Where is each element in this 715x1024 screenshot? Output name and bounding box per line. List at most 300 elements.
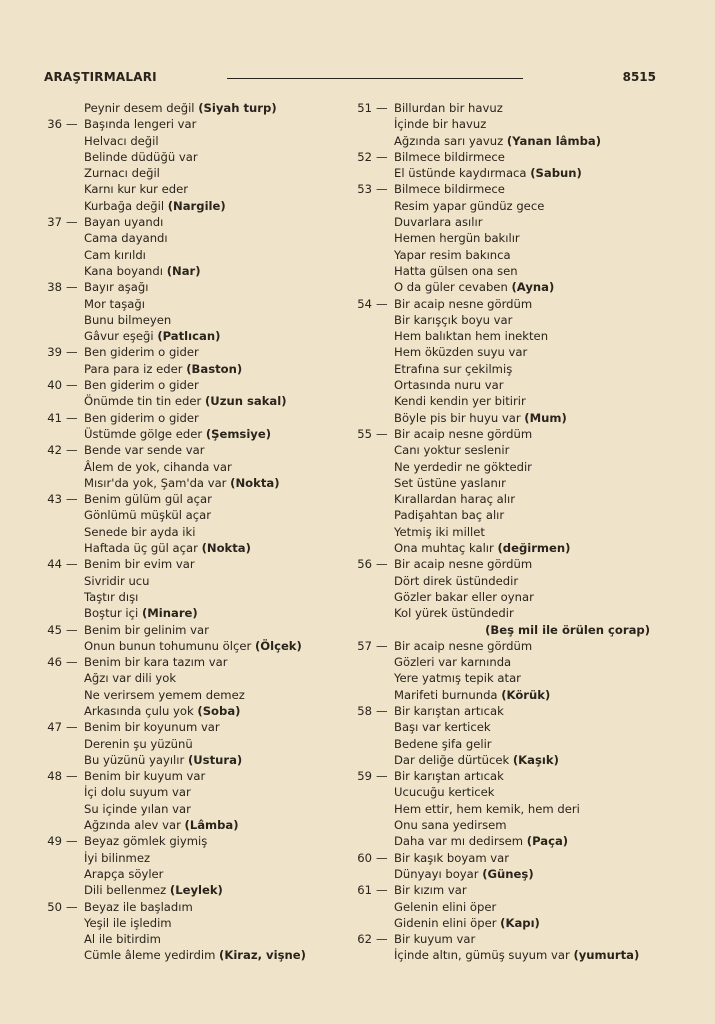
riddle-text-wrap xyxy=(84,247,146,263)
riddle-text: Bir karıştan artıcak xyxy=(394,769,504,784)
riddle-text-wrap xyxy=(394,279,554,295)
riddle-line xyxy=(40,622,340,638)
riddle-text: Arapça söyler xyxy=(84,866,164,881)
riddle-line xyxy=(40,638,340,654)
riddle-text-wrap xyxy=(84,475,280,491)
riddle-text-wrap xyxy=(394,165,582,181)
riddle-text: Kendi kendin yer bitirir xyxy=(394,394,526,409)
riddle-text: Kırallardan haraç alır xyxy=(394,492,515,507)
riddle-answer: (Kaşık) xyxy=(512,752,559,767)
riddle-line xyxy=(40,344,340,360)
em-dash: — xyxy=(66,622,78,637)
riddle-text-wrap xyxy=(394,214,482,230)
em-dash: — xyxy=(66,378,78,393)
riddle-text-wrap xyxy=(84,507,211,523)
riddle-line xyxy=(40,116,340,132)
riddle-text-wrap xyxy=(84,149,198,165)
riddle-text-wrap xyxy=(84,866,163,882)
riddle-number: 47 xyxy=(47,720,62,735)
riddle-text-wrap xyxy=(84,377,199,393)
riddle-answer: (Baston) xyxy=(186,361,243,376)
riddle-line xyxy=(40,670,340,686)
riddle-answer: (Patlıcan) xyxy=(157,329,221,344)
riddle-text-wrap xyxy=(84,768,205,784)
riddle-text-wrap xyxy=(394,377,504,393)
riddle-text-wrap xyxy=(394,426,532,442)
riddle-text: Karnı kur kur eder xyxy=(84,182,189,197)
riddle-line xyxy=(40,540,340,556)
riddle-line xyxy=(40,426,340,442)
riddle-text: Âlem de yok, cihanda var xyxy=(84,459,232,474)
riddle-answer: (Paça) xyxy=(526,834,569,849)
riddle-line xyxy=(350,100,650,116)
journal-title: ARAŞTIRMALARI xyxy=(44,70,157,84)
riddle-text-wrap xyxy=(84,426,271,442)
riddle-number: 50 xyxy=(47,899,62,914)
em-dash: — xyxy=(66,834,78,849)
riddle-line xyxy=(350,638,650,654)
riddle-text: Ortasında nuru var xyxy=(394,378,504,393)
riddle-line xyxy=(350,947,650,963)
riddle-line xyxy=(40,328,340,344)
riddle-text-wrap xyxy=(394,638,532,654)
riddle-text-wrap xyxy=(84,752,242,768)
riddle-line xyxy=(40,214,340,230)
riddle-answer: (Soba) xyxy=(197,703,241,718)
riddle-text-wrap xyxy=(394,328,548,344)
riddle-line xyxy=(350,361,650,377)
riddle-text: Kana boyandı xyxy=(84,263,163,278)
riddle-text: Boştur içi xyxy=(84,606,139,621)
riddle-text: Set üstüne yaslanır xyxy=(394,475,506,490)
riddle-text: Duvarlara asılır xyxy=(394,215,483,230)
riddle-text-wrap xyxy=(394,654,511,670)
riddle-text-wrap xyxy=(394,768,504,784)
riddle-answer: (Minare) xyxy=(141,606,198,621)
riddle-number: 40 xyxy=(47,378,62,393)
riddle-answer: (değirmen) xyxy=(497,541,571,556)
riddle-answer: (Körük) xyxy=(501,687,551,702)
riddle-text: Beyaz ile başladım xyxy=(84,899,193,914)
riddle-line xyxy=(40,915,340,931)
riddle-answer: (Sabun) xyxy=(530,166,582,181)
riddle-text-wrap xyxy=(394,947,639,963)
riddle-text: Cam kırıldı xyxy=(84,247,146,262)
riddle-text-wrap xyxy=(84,556,195,572)
riddle-line xyxy=(350,866,650,882)
riddle-text-wrap xyxy=(394,915,540,931)
riddle-line xyxy=(40,719,340,735)
riddle-text-wrap xyxy=(394,556,532,572)
em-dash: — xyxy=(376,883,388,898)
riddle-text: Başı var kerticek xyxy=(394,720,491,735)
riddle-line xyxy=(350,426,650,442)
riddle-text: Bir acaip nesne gördüm xyxy=(394,557,533,572)
riddle-text-wrap xyxy=(394,752,559,768)
riddle-line xyxy=(350,279,650,295)
riddle-text-wrap xyxy=(84,540,251,556)
riddle-answer: (Nargile) xyxy=(167,198,226,213)
riddle-text: Benim bir koyunum var xyxy=(84,720,220,735)
page-header xyxy=(44,70,656,88)
riddle-number: 54 xyxy=(357,296,372,311)
riddle-text-wrap xyxy=(394,866,534,882)
riddle-text: Gâvur eşeği xyxy=(84,329,154,344)
riddle-text: Böyle pis bir huyu var xyxy=(394,410,521,425)
riddle-text: Bir kızım var xyxy=(394,883,467,898)
riddle-line xyxy=(350,833,650,849)
riddle-line xyxy=(350,736,650,752)
riddle-text: Hem ettir, hem kemik, hem deri xyxy=(394,801,580,816)
riddle-text: Dünyayı boyar xyxy=(394,866,479,881)
riddle-text: Mor taşağı xyxy=(84,296,145,311)
riddle-text: Arkasında çulu yok xyxy=(84,703,194,718)
riddle-line xyxy=(350,670,650,686)
riddle-line xyxy=(350,491,650,507)
riddle-text: Sivridir ucu xyxy=(84,573,150,588)
riddle-text: Cümle âleme yedirdim xyxy=(84,948,216,963)
riddle-text-wrap xyxy=(84,198,226,214)
riddle-line xyxy=(40,133,340,149)
riddle-text-wrap xyxy=(394,687,550,703)
riddle-text: Ağzı var dili yok xyxy=(84,671,177,686)
riddle-line xyxy=(350,605,650,621)
riddle-line xyxy=(350,442,650,458)
riddle-text-wrap xyxy=(394,719,491,735)
riddle-number: 57 xyxy=(357,638,372,653)
riddle-line xyxy=(40,507,340,523)
riddle-text-wrap xyxy=(394,116,486,132)
riddle-number: 48 xyxy=(47,769,62,784)
riddle-text: Onu sana yedirsem xyxy=(394,818,507,833)
riddle-text: Ucucuğu kerticek xyxy=(394,785,495,800)
riddle-text-wrap xyxy=(84,801,191,817)
riddle-text: Etrafına sur çekilmiş xyxy=(394,361,513,376)
riddle-text: Ben giderim o gider xyxy=(84,410,199,425)
riddle-text-wrap xyxy=(394,670,521,686)
riddle-line xyxy=(350,296,650,312)
riddle-text-wrap xyxy=(84,393,287,409)
riddle-text-wrap xyxy=(84,784,191,800)
riddle-text-wrap xyxy=(394,899,496,915)
riddle-text: Gidenin elini öper xyxy=(394,915,497,930)
riddle-line xyxy=(40,817,340,833)
riddle-text-wrap xyxy=(84,687,245,703)
riddle-answer: (Ölçek) xyxy=(254,638,302,653)
riddle-line xyxy=(40,279,340,295)
riddle-answer: (Leylek) xyxy=(169,883,223,898)
riddle-text: Hatta gülsen ona sen xyxy=(394,263,518,278)
riddle-number: 56 xyxy=(357,557,372,572)
riddle-text: Yapar resim bakınca xyxy=(394,247,511,262)
riddle-number: 62 xyxy=(357,932,372,947)
riddle-line xyxy=(40,752,340,768)
riddle-number: 61 xyxy=(357,883,372,898)
riddle-text: Billurdan bir havuz xyxy=(394,101,503,115)
riddle-text-wrap xyxy=(84,116,196,132)
riddle-text: Önümde tin tin eder xyxy=(84,394,202,409)
riddle-answer: (Güneş) xyxy=(482,866,534,881)
em-dash: — xyxy=(66,492,78,507)
em-dash: — xyxy=(376,149,388,164)
riddle-line xyxy=(350,687,650,703)
riddle-line xyxy=(40,361,340,377)
riddle-line xyxy=(350,181,650,197)
riddle-line xyxy=(40,181,340,197)
riddle-text-wrap xyxy=(394,589,534,605)
riddle-text-wrap xyxy=(394,230,520,246)
riddle-text-wrap xyxy=(394,296,532,312)
riddle-line xyxy=(350,850,650,866)
riddle-number: 39 xyxy=(47,345,62,360)
riddle-text-wrap xyxy=(394,442,509,458)
riddle-answer: (Nokta) xyxy=(230,475,280,490)
riddle-text: Cama dayandı xyxy=(84,231,168,246)
riddle-text: İçi dolu suyum var xyxy=(84,785,191,800)
riddle-line xyxy=(350,573,650,589)
riddle-line xyxy=(350,116,650,132)
riddle-line xyxy=(40,589,340,605)
riddle-line xyxy=(40,899,340,915)
page-number: 8515 xyxy=(622,70,656,84)
riddle-answer: (Beş mil ile örülen çorap) xyxy=(485,622,650,637)
riddle-text: Kurbağa değil xyxy=(84,198,165,213)
riddle-line xyxy=(350,556,650,572)
riddle-number: 36 xyxy=(47,117,62,132)
riddle-text: Bir kuyum var xyxy=(394,932,476,947)
riddle-text: Bayır aşağı xyxy=(84,280,149,295)
riddle-number: 55 xyxy=(357,426,372,441)
riddle-line xyxy=(40,442,340,458)
riddle-text-wrap xyxy=(84,328,220,344)
riddle-text: Bunu bilmeyen xyxy=(84,312,172,327)
riddle-line xyxy=(350,703,650,719)
riddle-text: Kol yürek üstündedir xyxy=(394,606,514,621)
riddle-text: Gözler bakar eller oynar xyxy=(394,589,534,604)
riddle-line xyxy=(40,801,340,817)
riddle-line xyxy=(350,312,650,328)
riddle-line xyxy=(40,882,340,898)
riddle-text: Bir acaip nesne gördüm xyxy=(394,426,533,441)
riddle-text-wrap xyxy=(84,605,198,621)
riddle-line xyxy=(40,947,340,963)
riddle-text-wrap xyxy=(394,524,485,540)
riddle-number: 46 xyxy=(47,655,62,670)
riddle-line xyxy=(40,247,340,263)
riddle-text: Padişahtan baç alır xyxy=(394,508,505,523)
riddle-line xyxy=(350,589,650,605)
riddle-number: 44 xyxy=(47,557,62,572)
em-dash: — xyxy=(376,101,388,115)
riddle-text-wrap xyxy=(84,279,148,295)
riddle-text-wrap xyxy=(394,361,512,377)
riddle-text: İçinde bir havuz xyxy=(394,117,487,132)
riddle-number: 45 xyxy=(47,622,62,637)
riddle-text: Benim bir gelinim var xyxy=(84,622,209,637)
riddle-number: 51 xyxy=(357,101,372,115)
riddle-text-wrap xyxy=(394,703,504,719)
riddle-text: Bir acaip nesne gördüm xyxy=(394,638,533,653)
riddle-text: Yetmiş iki millet xyxy=(394,524,485,539)
riddle-answer: (Siyah turp) xyxy=(198,101,277,115)
riddle-number: 52 xyxy=(357,149,372,164)
riddle-text-wrap xyxy=(84,915,172,931)
riddle-text-wrap xyxy=(394,181,505,197)
riddle-line xyxy=(350,540,650,556)
riddle-text-wrap xyxy=(394,507,504,523)
riddle-line xyxy=(350,654,650,670)
riddle-number: 37 xyxy=(47,215,62,230)
em-dash: — xyxy=(376,769,388,784)
riddle-line xyxy=(40,149,340,165)
riddle-text-wrap xyxy=(84,459,232,475)
em-dash: — xyxy=(66,720,78,735)
riddle-text: Al ile bitirdim xyxy=(84,932,161,947)
riddle-line xyxy=(40,263,340,279)
riddle-text-wrap xyxy=(84,442,204,458)
riddle-line xyxy=(40,296,340,312)
riddle-line xyxy=(40,524,340,540)
riddle-text: Ne verirsem yemem demez xyxy=(84,687,245,702)
riddle-number: 41 xyxy=(47,410,62,425)
riddle-text: Beyaz gömlek giymiş xyxy=(84,834,208,849)
riddle-text: Derenin şu yüzünü xyxy=(84,736,193,751)
riddle-text-wrap xyxy=(84,670,176,686)
riddle-text: Başında lengeri var xyxy=(84,117,197,132)
riddle-text-wrap xyxy=(84,817,239,833)
riddle-line xyxy=(350,524,650,540)
riddle-line xyxy=(350,344,650,360)
riddle-text: Marifeti burnunda xyxy=(394,687,498,702)
riddle-text: Bir karıştan artıcak xyxy=(394,703,504,718)
em-dash: — xyxy=(376,703,388,718)
riddle-line xyxy=(40,230,340,246)
riddle-text-wrap xyxy=(394,100,503,116)
riddle-text-wrap xyxy=(84,491,212,507)
riddle-text: Gözleri var karnında xyxy=(394,655,512,670)
riddle-text: Hemen hergün bakılır xyxy=(394,231,520,246)
riddle-text: Bu yüzünü yayılır xyxy=(84,752,185,767)
riddle-answer: (Nokta) xyxy=(201,541,251,556)
riddle-text: Haftada üç gül açar xyxy=(84,541,198,556)
riddle-line xyxy=(350,817,650,833)
riddle-line xyxy=(350,801,650,817)
riddle-line xyxy=(40,736,340,752)
riddle-line xyxy=(350,784,650,800)
riddle-text-wrap xyxy=(394,475,506,491)
riddle-line xyxy=(350,752,650,768)
riddle-text: Dar deliğe dürtücek xyxy=(394,752,510,767)
riddle-text: Bilmece bildirmece xyxy=(394,182,505,197)
riddle-line xyxy=(350,622,650,638)
riddle-text-wrap xyxy=(84,899,193,915)
em-dash: — xyxy=(376,850,388,865)
riddle-line xyxy=(40,556,340,572)
riddle-text-wrap xyxy=(394,801,580,817)
riddle-text: Senede bir ayda iki xyxy=(84,524,196,539)
riddle-text-wrap xyxy=(84,100,277,116)
riddle-text: Ben giderim o gider xyxy=(84,345,199,360)
riddle-text-wrap xyxy=(394,133,601,149)
riddle-line xyxy=(40,833,340,849)
riddle-text: Benim bir evim var xyxy=(84,557,195,572)
riddle-text-wrap xyxy=(84,719,220,735)
riddle-line xyxy=(350,915,650,931)
riddle-line xyxy=(40,850,340,866)
riddle-answer: (Nar) xyxy=(166,263,201,278)
riddle-text-wrap xyxy=(394,736,492,752)
riddle-answer: (Ayna) xyxy=(511,280,555,295)
riddle-text-wrap xyxy=(394,459,532,475)
riddle-text: Su içinde yılan var xyxy=(84,801,191,816)
riddle-line xyxy=(40,605,340,621)
riddle-text-wrap xyxy=(84,589,138,605)
em-dash: — xyxy=(66,769,78,784)
riddle-number: 60 xyxy=(357,850,372,865)
riddle-text: Zurnacı değil xyxy=(84,166,160,181)
riddle-text: Hem balıktan hem inekten xyxy=(394,329,549,344)
em-dash: — xyxy=(376,932,388,947)
riddle-text-wrap xyxy=(84,703,240,719)
riddle-text-wrap xyxy=(84,361,242,377)
riddle-line xyxy=(40,491,340,507)
riddle-line xyxy=(40,573,340,589)
riddle-text: Gelenin elini öper xyxy=(394,899,497,914)
riddle-answer: (Şemsiye) xyxy=(205,426,272,441)
riddle-text: Mısır'da yok, Şam'da var xyxy=(84,475,227,490)
riddle-text: Peynir desem değil xyxy=(84,101,195,115)
riddle-line xyxy=(350,165,650,181)
riddle-line xyxy=(350,377,650,393)
em-dash: — xyxy=(66,345,78,360)
riddle-text-wrap xyxy=(84,654,228,670)
riddle-text-wrap xyxy=(84,410,199,426)
riddle-text-wrap xyxy=(394,784,495,800)
riddle-text: Bir acaip nesne gördüm xyxy=(394,296,533,311)
riddle-line xyxy=(40,377,340,393)
riddle-text-wrap xyxy=(84,833,207,849)
riddle-text: Taştır dışı xyxy=(84,589,139,604)
riddle-text-wrap xyxy=(84,882,223,898)
riddle-text-wrap xyxy=(394,263,518,279)
riddle-line xyxy=(40,100,340,116)
riddle-text: Bir kaşık boyam var xyxy=(394,850,510,865)
left-column xyxy=(40,100,340,964)
riddle-line xyxy=(40,784,340,800)
riddle-number: 49 xyxy=(47,834,62,849)
riddle-line xyxy=(350,263,650,279)
riddle-text-wrap xyxy=(84,573,150,589)
riddle-text-wrap xyxy=(394,410,567,426)
riddle-number: 42 xyxy=(47,443,62,458)
em-dash: — xyxy=(376,296,388,311)
riddle-text-wrap xyxy=(84,165,160,181)
riddle-text: Dört direk üstündedir xyxy=(394,573,519,588)
riddle-text: Daha var mı dedirsem xyxy=(394,834,524,849)
riddle-text-wrap xyxy=(394,882,467,898)
riddle-text: Yeşil ile işledim xyxy=(84,915,172,930)
riddle-text-wrap xyxy=(394,540,570,556)
riddle-text-wrap xyxy=(84,344,199,360)
riddle-text: Üstümde gölge eder xyxy=(84,426,203,441)
riddle-text-wrap xyxy=(394,198,544,214)
riddle-line xyxy=(350,393,650,409)
riddle-line xyxy=(40,703,340,719)
riddle-line xyxy=(40,198,340,214)
em-dash: — xyxy=(376,426,388,441)
riddle-text: Bilmece bildirmece xyxy=(394,149,505,164)
riddle-text: Helvacı değil xyxy=(84,133,159,148)
